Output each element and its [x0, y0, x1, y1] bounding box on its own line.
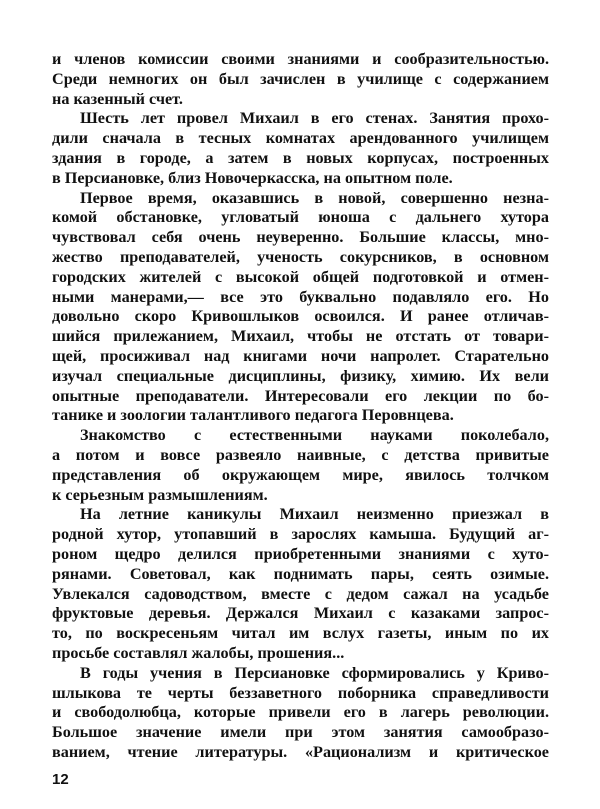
- text-line: опытные преподаватели. Интересовали его лекции по бо-: [52, 386, 549, 405]
- text-line: Увлекался садоводством, вместе с дедом сажал на усадьбе: [52, 584, 549, 603]
- text-line: Первое время, оказавшись в новой, совершенно незна-: [80, 188, 549, 207]
- text-line: Среди немногих он был зачислен в училище с содержанием: [52, 69, 549, 88]
- text-line: танике и зоологии талантливого педагога Перовнцева.: [52, 406, 454, 425]
- text-line: то, по воскресеньям читал им вслух газеты, иным по их: [52, 624, 549, 643]
- text-line: и свободолюбца, которые привели его в лагерь революции.: [52, 703, 549, 722]
- text-line: На летние каникулы Михаил неизменно приезжал в: [80, 505, 549, 524]
- text-line: здания в городе, а затем в новых корпусах, построенных: [52, 148, 549, 167]
- text-line: чувствовал себя очень неуверенно. Большие классы, мно-: [52, 228, 549, 247]
- text-line: Знакомство с естественными науками поколебало,: [80, 426, 549, 445]
- text-line: и членов комиссии своими знаниями и сообразительностью.: [52, 50, 549, 68]
- text-line: довольно скоро Кривошлыков освоился. И ранее отличав-: [52, 307, 549, 326]
- paragraph: [52, 109, 549, 188]
- page-wrapper: [52, 0, 549, 789]
- text-line: ванием, чтение литературы. «Рационализм и критическое: [52, 742, 549, 761]
- page-body: [52, 50, 549, 763]
- text-line: представления об окружающем мире, явилось толчком: [52, 465, 549, 484]
- text-line: просьбе составлял жалобы, прошения...: [52, 643, 345, 662]
- text-line: роном щедро делился приобретенными знаниями с хуто-: [52, 544, 549, 563]
- text-line: щей, просиживал над книгами ночи напролет. Старательно: [52, 346, 549, 365]
- text-line: Шесть лет провел Михаил в его стенах. Занятия прохо-: [80, 109, 549, 128]
- paragraph: [52, 505, 549, 663]
- text-line: а потом и вовсе развеяло наивные, с детства привитые: [52, 445, 549, 464]
- paragraph: [52, 50, 549, 109]
- text-line: рянами. Советовал, как поднимать пары, сеять озимые.: [52, 564, 549, 583]
- text-line: шийся прилежанием, Михаил, чтобы не отстать от товари-: [52, 327, 549, 346]
- page-number: 12: [52, 770, 69, 788]
- paragraph: [52, 189, 549, 427]
- text-line: на казенный счет.: [52, 89, 183, 108]
- text-line: дили сначала в тесных комнатах арендованного училищем: [52, 129, 549, 148]
- text-line: Большое значение имели при этом занятия самообразо-: [52, 723, 549, 742]
- paragraph: [52, 664, 549, 763]
- text-line: городских жителей с высокой общей подготовкой и отмен-: [52, 267, 549, 286]
- text-line: ными манерами,— все это буквально подавляло его. Но: [52, 287, 549, 306]
- text-line: комой обстановке, угловатый юноша с дальнего хутора: [52, 208, 549, 227]
- text-line: родной хутор, утопавший в зарослях камыша. Будущий аг-: [52, 525, 549, 544]
- text-line: шлыкова те черты беззаветного поборника справедливости: [52, 683, 549, 702]
- text-line: В годы учения в Персиановке сформировались у Криво-: [80, 663, 549, 682]
- text-line: в Персиановке, близ Новочеркасска, на опытном поле.: [52, 168, 453, 187]
- text-line: жество преподавателей, ученость сокурсников, в основном: [52, 247, 549, 266]
- text-line: фруктовые деревья. Держался Михаил с казаками запрос-: [52, 604, 549, 623]
- text-line: изучал специальные дисциплины, физику, химию. Их вели: [52, 366, 549, 385]
- text-line: к серьезным размышлениям.: [52, 485, 268, 504]
- paragraph: [52, 426, 549, 505]
